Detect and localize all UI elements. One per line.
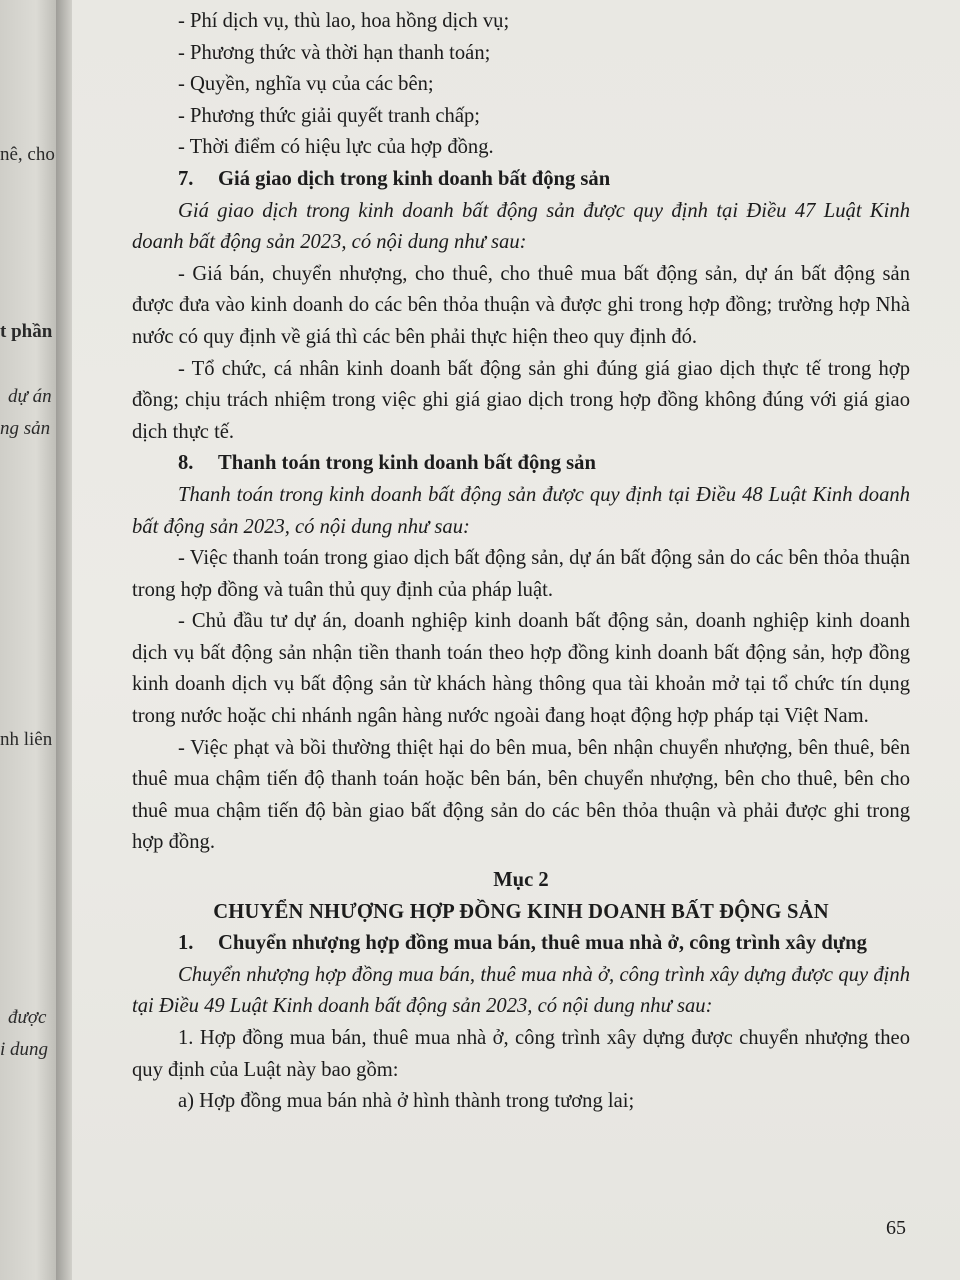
- section-7-paragraph: - Tổ chức, cá nhân kinh doanh bất động sản ghi đúng giá giao dịch thực tế trong hợp đồng; chịu trách nhiệm trong việc ghi giá giao dịch trong hợp đồng không đúng với giá giao dịch thực tế.: [132, 357, 910, 443]
- section-8-paragraph: - Việc thanh toán trong giao dịch bất động sản, dự án bất động sản do các bên thỏa thuận trong hợp đồng và tuân thủ quy định của pháp luật.: [132, 547, 910, 601]
- section-title: Thanh toán trong kinh doanh bất động sản: [218, 452, 596, 475]
- section-title: Giá giao dịch trong kinh doanh bất động sản: [218, 167, 611, 190]
- list-item: a) Hợp đồng mua bán nhà ở hình thành trong tương lai;: [178, 1090, 635, 1113]
- section-1-heading: [132, 928, 910, 960]
- bullet-item: - Quyền, nghĩa vụ của các bên;: [178, 73, 434, 96]
- section-number: 1.: [178, 932, 194, 955]
- chapter-label: Mục 2: [493, 869, 549, 892]
- bullet-item: - Phương thức và thời hạn thanh toán;: [178, 41, 491, 64]
- facing-page-fragment: ng sản: [0, 418, 51, 439]
- section-1-paragraph: 1. Hợp đồng mua bán, thuê mua nhà ở, công trình xây dựng được chuyển nhượng theo quy định của Luật này bao gồm:: [132, 1027, 910, 1081]
- section-8-paragraph: - Việc phạt và bồi thường thiệt hại do bên mua, bên nhận chuyển nhượng, bên thuê, bên thuê mua chậm tiến độ thanh toán hoặc bên bán, bên chuyển nhượng, bên cho thuê, bên cho thuê mua chậm tiến độ bàn giao bất động sản do các bên thỏa thuận và phải được ghi trong hợp đồng.: [132, 736, 910, 854]
- section-7-paragraph: - Giá bán, chuyển nhượng, cho thuê, cho thuê mua bất động sản, dự án bất động sản được đưa vào kinh doanh do các bên thỏa thuận và được ghi trong hợp đồng; trường hợp Nhà nước có quy định về giá thì các bên phải thực hiện theo quy định đó.: [132, 262, 910, 348]
- section-7-intro: Giá giao dịch trong kinh doanh bất động sản được quy định tại Điều 47 Luật Kinh doanh bất động sản 2023, có nội dung như sau:: [132, 199, 910, 254]
- section-8-paragraph: - Chủ đầu tư dự án, doanh nghiệp kinh doanh bất động sản, doanh nghiệp kinh doanh dịch vụ bất động sản nhận tiền thanh toán theo hợp đồng kinh doanh bất động sản, hợp đồng kinh doanh dịch vụ bất động sản từ khách hàng thông qua tài khoản mở tại tổ chức tín dụng trong nước hoặc chi nhánh ngân hàng nước ngoài đang hoạt động hợp pháp tại Việt Nam.: [132, 610, 910, 728]
- bullet-item: - Phí dịch vụ, thù lao, hoa hồng dịch vụ;: [178, 10, 510, 32]
- section-number: 8.: [178, 452, 194, 475]
- section-7-heading: [132, 164, 910, 196]
- bullet-item: - Thời điểm có hiệu lực của hợp đồng.: [178, 136, 494, 159]
- facing-page-fragment: nê, cho: [0, 144, 55, 165]
- section-8-heading: [132, 448, 910, 480]
- section-1-intro: Chuyển nhượng hợp đồng mua bán, thuê mua nhà ở, công trình xây dựng được quy định tại Điều 49 Luật Kinh doanh bất động sản 2023, có nội dung như sau:: [132, 963, 910, 1018]
- book-page: [72, 0, 960, 1280]
- facing-page-strip: [0, 0, 60, 1280]
- facing-page-fragment: nh liên: [0, 729, 53, 750]
- section-title: Chuyển nhượng hợp đồng mua bán, thuê mua nhà ở, công trình xây dựng: [218, 932, 867, 955]
- page-number: 65: [886, 1217, 906, 1239]
- facing-page-fragment: được: [8, 1007, 47, 1028]
- facing-page-fragment: dự án: [8, 386, 52, 407]
- bullet-item: - Phương thức giải quyết tranh chấp;: [178, 104, 481, 127]
- section-number: 7.: [178, 167, 194, 190]
- facing-page-fragment: i dung: [0, 1039, 49, 1060]
- section-8-intro: Thanh toán trong kinh doanh bất động sản được quy định tại Điều 48 Luật Kinh doanh bất động sản 2023, có nội dung như sau:: [132, 483, 910, 538]
- page-content: [132, 6, 910, 1118]
- facing-page-fragment: t phần: [0, 321, 53, 342]
- chapter-heading: CHUYỂN NHƯỢNG HỢP ĐỒNG KINH DOANH BẤT ĐỘNG SẢN: [213, 900, 829, 923]
